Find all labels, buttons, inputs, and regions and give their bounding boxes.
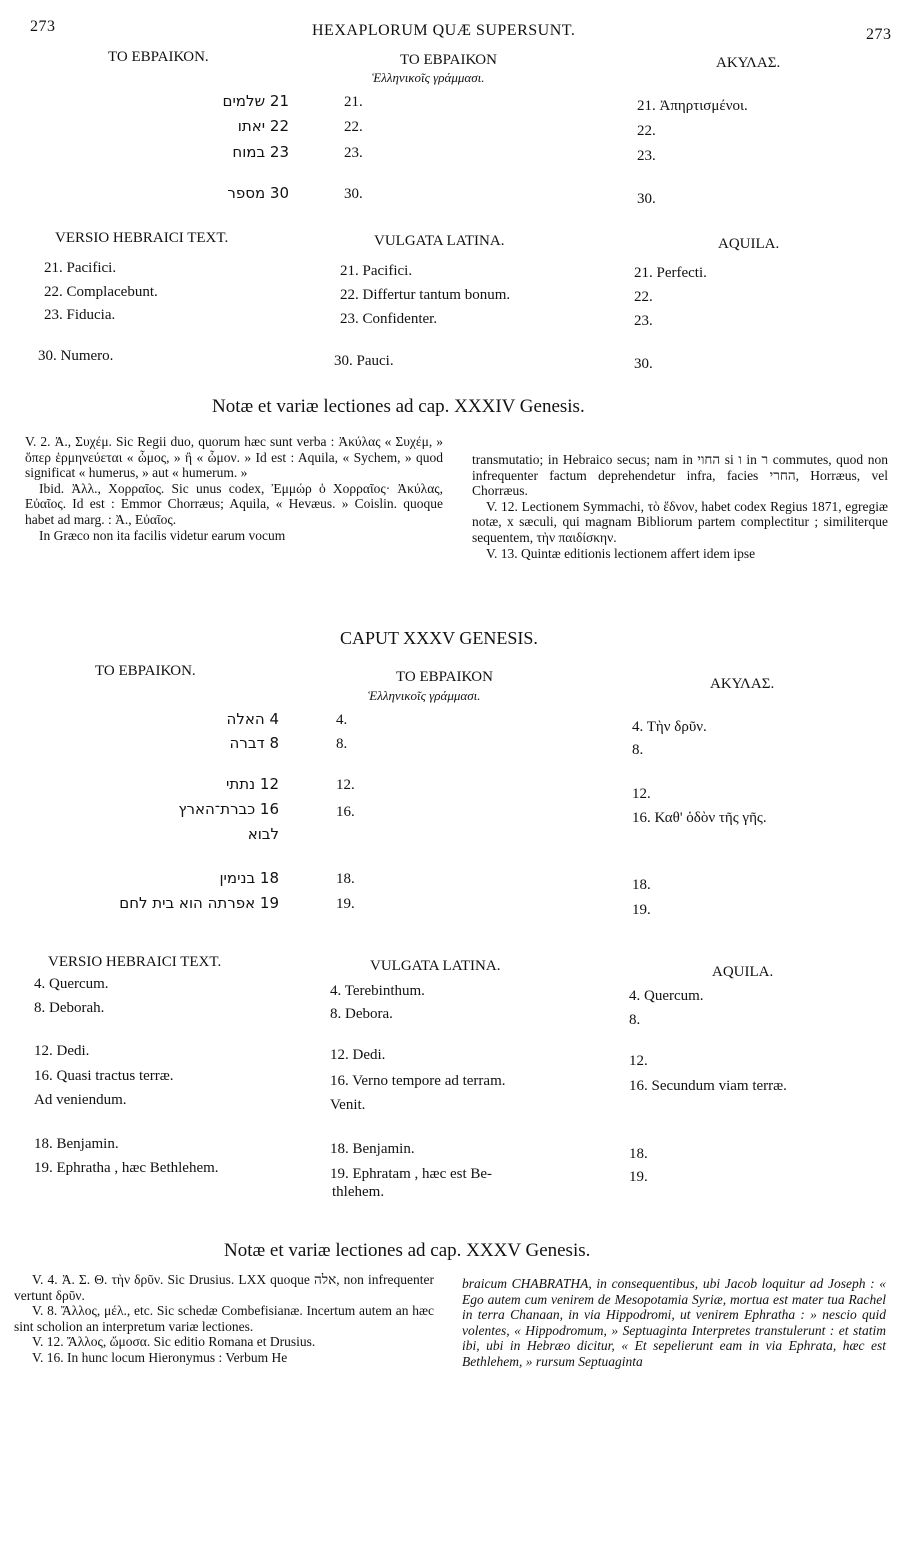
note-paragraph: Ibid. Ἀλλ., Χορραῖος. Sic unus codex, Ἐμμώρ ὁ Χορραῖος· Ἀκύλας, Εὐαῖος. Id est : Emmor Chorræus; Aquila, « Hevæus. » Coislin. quoque habet ad marg. : Ἀ., Εὐαῖος.: [25, 480, 443, 527]
aquila-latin-row: 22.: [634, 289, 653, 305]
chapter-heading: CAPUT XXXV GENESIS.: [340, 628, 538, 648]
aquila-row: 21. Ἀπηρτισμένοι.: [637, 98, 748, 114]
note-paragraph: braicum CHABRATHA, in consequentibus, ubi Jacob loquitur ad Joseph : « Ego autem cum venirem de Mesopotamia Syriæ, mortua est mater tua Rachel in terra Chanaan, in via Hippodromi, ut venirem Ephratha : » nescio quid volentes, « Hippodromum, » Septuaginta Interpretes transtulerunt : et statim ibi, ubi in Hebræo dicitur, « Et sepelierunt eam in via Ephrata, hæc est Bethlehem, » rursum Septuaginta: [462, 1276, 886, 1369]
versio-row: 16. Quasi tractus terræ.: [34, 1068, 174, 1084]
hebrew-row: 22 יאתו: [237, 117, 289, 135]
hebrew-row: 4 האלה: [226, 710, 279, 728]
translit-row: 8.: [336, 736, 348, 752]
vulgata-column-header: VULGATA LATINA.: [374, 233, 505, 249]
hebrew-row: 23 במוח: [232, 143, 289, 161]
vulgata-row: 22. Differtur tantum bonum.: [340, 287, 511, 303]
hebrew-row: 21 שלמים: [222, 92, 289, 110]
aquila-row: 8.: [632, 742, 644, 758]
translit-column-header: ΤΟ ΕΒΡΑΙΚΟΝ: [396, 669, 493, 685]
translit-row: 19.: [336, 896, 355, 912]
aquila-row: 12.: [632, 786, 651, 802]
hebrew-row: 12 נתתי: [226, 775, 279, 793]
versio-row: 12. Dedi.: [34, 1043, 90, 1059]
page-number-right: 273: [866, 26, 892, 43]
aquila-row: 4. Τὴν δρῦν.: [632, 719, 707, 735]
translit-row: 23.: [344, 145, 363, 161]
note-paragraph: V. 16. In hunc locum Hieronymus : Verbum He: [32, 1349, 288, 1365]
versio-row: 18. Benjamin.: [34, 1136, 119, 1152]
translit-row: 30.: [344, 186, 363, 202]
versio-row: Ad veniendum.: [34, 1092, 127, 1108]
note-paragraph: V. 12. Lectionem Symmachi, τὸ ἕδνον, habet codex Regius 1871, egregiæ notæ, x sæculi, qui magnam Bibliorum partem complectitur ; similiterque sequentem, τὴν παιδίσκην.: [472, 498, 888, 545]
vulgata-row: 21. Pacifici.: [340, 263, 413, 279]
translit-row: 22.: [344, 119, 363, 135]
versio-row: 21. Pacifici.: [44, 260, 117, 276]
translit-row: 21.: [344, 94, 363, 110]
translit-row: 16.: [336, 804, 355, 820]
aquila-row: 23.: [637, 148, 656, 164]
versio-row: 4. Quercum.: [34, 976, 109, 992]
hebrew-row: לבוא: [247, 825, 279, 843]
notes-right-column: [472, 452, 888, 561]
hebrew-column-header: ΤΟ ΕΒΡΑΙΚΟΝ.: [95, 663, 196, 679]
versio-column-header: VERSIO HEBRAICI TEXT.: [55, 230, 229, 246]
vulgata-row: thlehem.: [332, 1184, 385, 1200]
versio-column-header: VERSIO HEBRAICI TEXT.: [48, 954, 222, 970]
aquila-row: 19.: [632, 902, 651, 918]
translit-row: 12.: [336, 777, 355, 793]
notes-title: Notæ et variæ lectiones ad cap. XXXV Genesis.: [224, 1240, 591, 1261]
notes-title: Notæ et variæ lectiones ad cap. XXXIV Genesis.: [212, 396, 585, 417]
vulgata-row: 8. Debora.: [330, 1006, 393, 1022]
aquila-column-header: ΑΚΥΛΑΣ.: [716, 55, 781, 71]
aquila-row: 30.: [637, 191, 656, 207]
vulgata-row: 4. Terebinthum.: [330, 983, 425, 999]
aquila-row: 22.: [637, 123, 656, 139]
versio-row: 22. Complacebunt.: [44, 284, 158, 300]
note-paragraph: V. 13. Quintæ editionis lectionem affert idem ipse: [486, 545, 756, 561]
versio-row: 30. Numero.: [38, 348, 114, 364]
hebrew-row: 18 בנימין: [219, 869, 279, 887]
aquila-row: 18.: [632, 877, 651, 893]
aquila-latin-row: 16. Secundum viam terræ.: [629, 1078, 787, 1094]
vulgata-row: 23. Confidenter.: [340, 311, 438, 327]
translit-column-subheader: Ἑλληνικοῖς γράμμασι.: [372, 70, 485, 85]
versio-row: 8. Deborah.: [34, 1000, 105, 1016]
notes-left-column: [14, 1272, 434, 1366]
note-paragraph: V. 2. Ἀ., Συχέμ. Sic Regii duo, quorum hæc sunt verba : Ἀκύλας « Συχέμ, » ὅπερ ἑρμηνεύεται « ὦμος, » ἢ « ὦμον. » Id est : Aquila, « Sychem, » quod significat « humerus, » aut « humerum. »: [25, 434, 443, 481]
hebrew-row: 8 דברה: [229, 734, 279, 752]
hebrew-column-header: ΤΟ ΕΒΡΑΙΚΟΝ.: [108, 49, 209, 65]
aquila-latin-row: 12.: [629, 1053, 648, 1069]
page-number-left: 273: [30, 18, 56, 35]
aquila-latin-row: 19.: [629, 1169, 648, 1185]
aquila-latin-row: 18.: [629, 1146, 648, 1162]
note-paragraph: In Græco non ita facilis videtur earum vocum: [39, 527, 286, 543]
versio-row: 19. Ephratha , hæc Bethlehem.: [34, 1160, 219, 1176]
hebrew-row: 19 אפרתה הוא בית לחם: [119, 894, 279, 912]
aquila-row: 16. Καθ' ὁδὸν τῆς γῆς.: [632, 810, 767, 826]
vulgata-row: 12. Dedi.: [330, 1047, 386, 1063]
versio-row: 23. Fiducia.: [44, 307, 116, 323]
translit-column-header: ΤΟ ΕΒΡΑΙΚΟΝ: [400, 52, 497, 68]
translit-column-subheader: Ἑλληνικοῖς γράμμασι.: [368, 688, 481, 703]
aquila-latin-row: 4. Quercum.: [629, 988, 704, 1004]
vulgata-column-header: VULGATA LATINA.: [370, 958, 501, 974]
vulgata-row: 30. Pauci.: [334, 353, 394, 369]
vulgata-row: 18. Benjamin.: [330, 1141, 415, 1157]
note-paragraph: V. 8. Ἄλλος, μέλ., etc. Sic schedæ Combefisianæ. Incertum autem an hæc sint scholion an interpretum variæ lectiones.: [14, 1303, 434, 1334]
vulgata-row: Venit.: [330, 1097, 366, 1113]
vulgata-row: 19. Ephratam , hæc est Be-: [330, 1166, 493, 1182]
hebrew-row: 30 מספר: [227, 184, 289, 202]
notes-right-column: [462, 1276, 886, 1370]
aquila-latin-row: 30.: [634, 356, 653, 372]
aquila-latin-column-header: AQUILA.: [718, 236, 780, 252]
note-paragraph: V. 12. Ἄλλος, ὤμοσα. Sic editio Romana et Drusius.: [32, 1334, 316, 1350]
vulgata-row: 16. Verno tempore ad terram.: [330, 1073, 506, 1089]
running-title: HEXAPLORUM QUÆ SUPERSUNT.: [312, 22, 576, 39]
translit-row: 4.: [336, 712, 348, 728]
translit-row: 18.: [336, 871, 355, 887]
hebrew-row: 16 כברת־הארץ: [178, 800, 279, 818]
note-paragraph: V. 4. Ἀ. Σ. Θ. τὴν δρῦν. Sic Drusius. LXX quoque אלה, non infrequenter vertunt δρῦν.: [14, 1272, 434, 1303]
aquila-latin-row: 23.: [634, 313, 653, 329]
notes-left-column: [25, 434, 443, 543]
aquila-column-header: ΑΚΥΛΑΣ.: [710, 676, 775, 692]
aquila-latin-row: 21. Perfecti.: [634, 265, 707, 281]
aquila-latin-row: 8.: [629, 1012, 641, 1028]
aquila-latin-column-header: AQUILA.: [712, 964, 774, 980]
note-paragraph: transmutatio; in Hebraico secus; nam in החוי si ו in ר commutes, quod non infrequenter factum deprehendetur infra, facies החרי, Horræus, vel Chorræus.: [472, 452, 888, 499]
